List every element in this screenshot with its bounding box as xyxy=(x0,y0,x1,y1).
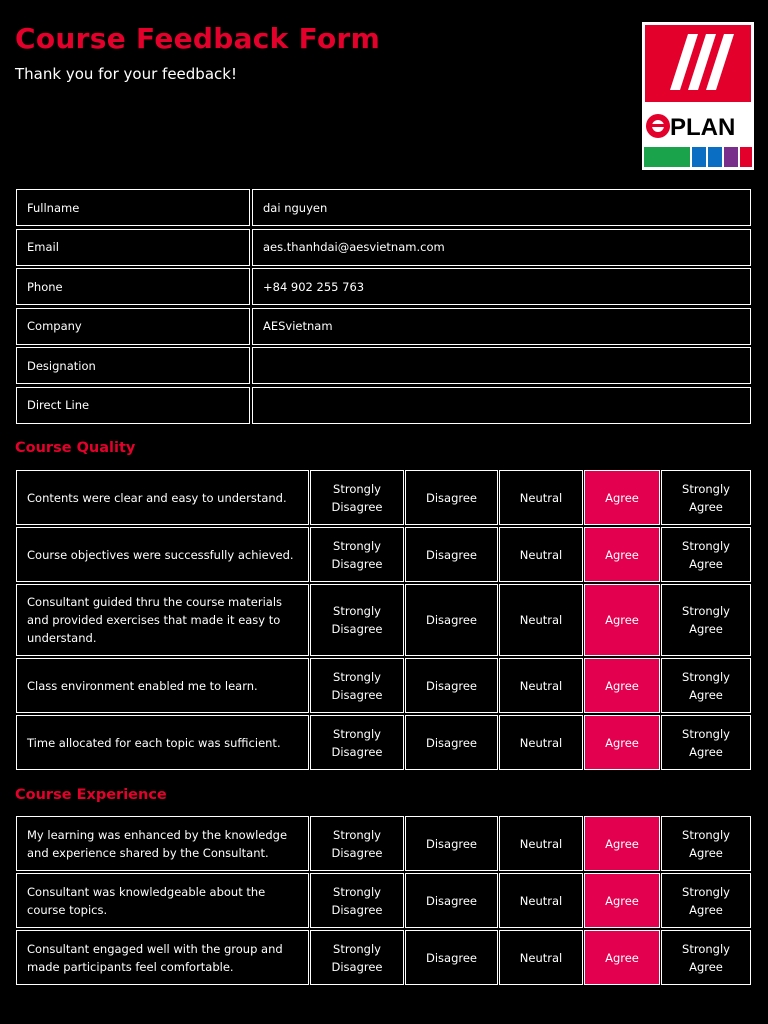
option-agree[interactable]: Agree xyxy=(584,816,660,871)
option-neutral[interactable]: Neutral xyxy=(499,873,583,928)
option-strongly-disagree[interactable]: Strongly Disagree xyxy=(310,658,404,713)
option-disagree[interactable]: Disagree xyxy=(405,715,498,770)
logo-text: PLAN xyxy=(670,114,736,141)
option-strongly-disagree[interactable]: Strongly Disagree xyxy=(310,715,404,770)
info-label-fullname: Fullname xyxy=(16,189,250,226)
option-strongly-disagree[interactable]: Strongly Disagree xyxy=(310,816,404,871)
page-subtitle: Thank you for your feedback! xyxy=(15,65,237,83)
info-label-direct-line: Direct Line xyxy=(16,387,250,424)
option-agree[interactable]: Agree xyxy=(584,930,660,985)
option-disagree[interactable]: Disagree xyxy=(405,816,498,871)
info-label-designation: Designation xyxy=(16,347,250,384)
option-strongly-agree[interactable]: Strongly Agree xyxy=(661,873,751,928)
info-value-phone[interactable]: +84 902 255 763 xyxy=(252,268,751,305)
option-strongly-disagree[interactable]: Strongly Disagree xyxy=(310,584,404,656)
question-text: Consultant was knowledgeable about the course topics. xyxy=(16,873,309,928)
question-text: Contents were clear and easy to understand. xyxy=(16,470,309,525)
option-disagree[interactable]: Disagree xyxy=(405,658,498,713)
option-disagree[interactable]: Disagree xyxy=(405,930,498,985)
page-title: Course Feedback Form xyxy=(15,22,381,55)
eplan-logo xyxy=(642,22,754,170)
option-neutral[interactable]: Neutral xyxy=(499,930,583,985)
option-disagree[interactable]: Disagree xyxy=(405,584,498,656)
section-title-2: Course Experience xyxy=(15,787,167,803)
info-label-company: Company xyxy=(16,308,250,345)
option-strongly-agree[interactable]: Strongly Agree xyxy=(661,470,751,525)
info-value-email[interactable]: aes.thanhdai@aesvietnam.com xyxy=(252,229,751,266)
option-neutral[interactable]: Neutral xyxy=(499,527,583,582)
option-strongly-agree[interactable]: Strongly Agree xyxy=(661,715,751,770)
option-strongly-agree[interactable]: Strongly Agree xyxy=(661,930,751,985)
info-value-designation[interactable] xyxy=(252,347,751,384)
question-text: Consultant guided thru the course materials and provided exercises that made it easy to understand. xyxy=(16,584,309,656)
option-agree[interactable]: Agree xyxy=(584,715,660,770)
option-agree[interactable]: Agree xyxy=(584,658,660,713)
option-strongly-disagree[interactable]: Strongly Disagree xyxy=(310,930,404,985)
option-neutral[interactable]: Neutral xyxy=(499,584,583,656)
question-text: Consultant engaged well with the group and made participants feel comfortable. xyxy=(16,930,309,985)
option-strongly-agree[interactable]: Strongly Agree xyxy=(661,816,751,871)
section-title-1: Course Quality xyxy=(15,440,136,456)
option-neutral[interactable]: Neutral xyxy=(499,816,583,871)
option-neutral[interactable]: Neutral xyxy=(499,470,583,525)
option-neutral[interactable]: Neutral xyxy=(499,658,583,713)
option-agree[interactable]: Agree xyxy=(584,873,660,928)
option-agree[interactable]: Agree xyxy=(584,470,660,525)
info-label-email: Email xyxy=(16,229,250,266)
question-text: Course objectives were successfully achieved. xyxy=(16,527,309,582)
option-strongly-agree[interactable]: Strongly Agree xyxy=(661,584,751,656)
option-strongly-disagree[interactable]: Strongly Disagree xyxy=(310,527,404,582)
question-text: Class environment enabled me to learn. xyxy=(16,658,309,713)
info-label-phone: Phone xyxy=(16,268,250,305)
option-agree[interactable]: Agree xyxy=(584,527,660,582)
option-strongly-agree[interactable]: Strongly Agree xyxy=(661,527,751,582)
option-disagree[interactable]: Disagree xyxy=(405,470,498,525)
option-strongly-disagree[interactable]: Strongly Disagree xyxy=(310,873,404,928)
question-text: Time allocated for each topic was sufficient. xyxy=(16,715,309,770)
option-strongly-disagree[interactable]: Strongly Disagree xyxy=(310,470,404,525)
option-neutral[interactable]: Neutral xyxy=(499,715,583,770)
question-text: My learning was enhanced by the knowledge and experience shared by the Consultant. xyxy=(16,816,309,871)
option-disagree[interactable]: Disagree xyxy=(405,527,498,582)
info-value-direct-line[interactable] xyxy=(252,387,751,424)
option-agree[interactable]: Agree xyxy=(584,584,660,656)
option-disagree[interactable]: Disagree xyxy=(405,873,498,928)
info-value-company[interactable]: AESvietnam xyxy=(252,308,751,345)
option-strongly-agree[interactable]: Strongly Agree xyxy=(661,658,751,713)
info-value-fullname[interactable]: dai nguyen xyxy=(252,189,751,226)
